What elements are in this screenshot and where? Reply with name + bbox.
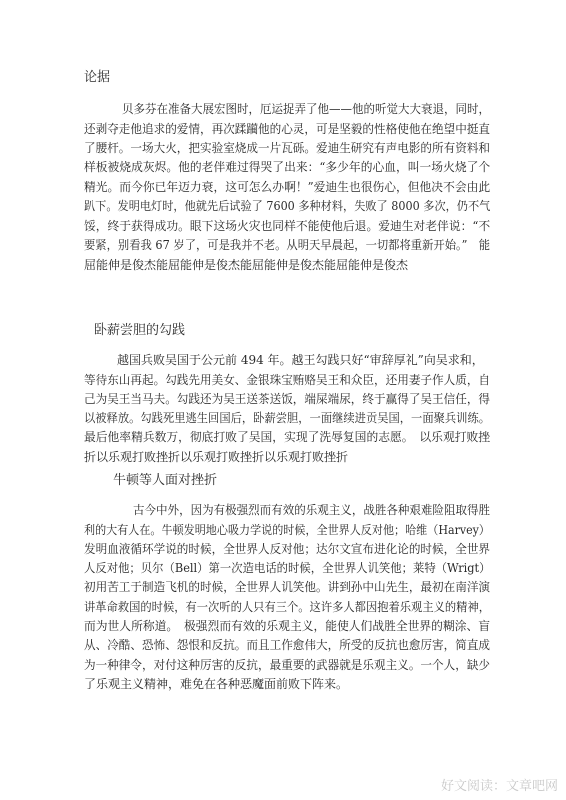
paragraph-line: 趴下。发明电灯时，他就先后试验了 7600 多种材料，失败了 8000 多次，仍不气 [84, 199, 491, 213]
paragraph-line: 折以乐观打败挫折以乐观打败挫折以乐观打败挫折 [84, 450, 349, 464]
paragraph-line: 精光。而今你已年迈力衰，这可怎么办啊！”爱迪生也很伤心，但他决不会由此 [84, 180, 491, 194]
paragraph-line: 屈能伸是俊杰能屈能伸是俊杰能屈能伸是俊杰能屈能伸是俊杰 [84, 258, 409, 272]
paragraph-line: 等待东山再起。勾践先用美女、金银珠宝贿赂吴王和众臣，还用妻子作人质，自 [84, 373, 491, 387]
site-watermark: 好文阅读：文章吧网 [440, 779, 558, 794]
paragraph-line: 了乐观主义精神，难免在各种恶魔面前败下阵来。 [84, 677, 349, 691]
section-heading-goujian: 卧薪尝胆的勾践 [94, 323, 186, 338]
section-heading-newton: 牛顿等人面对挫折 [113, 473, 218, 488]
paragraph-line: 古今中外，因为有极强烈而有效的乐观主义，战胜各种艰难险阻取得胜 [133, 503, 491, 517]
paragraph-line: 初用苦工于制造飞机的时候，全世界人讥笑他。讲到孙中山先生，最初在南洋演 [84, 580, 491, 594]
paragraph-line: 讲革命救国的时候，有一次听的人只有三个。这许多人都因抱着乐观主义的精神， [84, 600, 491, 614]
paragraph-line: 还剥夺走他追求的爱情，再次蹂躏他的心灵，可是坚毅的性格使他在绝望中挺直 [84, 122, 491, 136]
paragraph-line: 贝多芬在准备大展宏图时，厄运捉弄了他——他的听觉大大衰退，同时， [122, 102, 491, 116]
paragraph-line: 样板被烧成灰烬。他的老伴难过得哭了出来：“多少年的心血，叫一场火烧了个 [84, 160, 491, 174]
paragraph-line: 人反对他；贝尔（Bell）第一次造电话的时候，全世界人讥笑他；莱特（Wrigt） [84, 561, 491, 575]
paragraph-line: 最后他率精兵数万，彻底打败了吴国，实现了洗辱复国的志愿。 以乐观打败挫 [84, 430, 491, 444]
paragraph-line: 要紧，别看我 67 岁了，可是我并不老。从明天早晨起，一切都将重新开始。” 能 [84, 238, 491, 252]
paragraph-line: 发明血液循环学说的时候，全世界人反对他；达尔文宣布进化论的时候，全世界 [84, 542, 491, 556]
paragraph-line: 为一种律令，对付这种厉害的反抗，最重要的武器就是乐观主义。一个人，缺少 [84, 658, 491, 672]
paragraph-line: 馁，终于获得成功。眼下这场火灾也同样不能使他后退。爱迪生对老伴说：“不 [84, 219, 491, 233]
paragraph-line: 利的大有人在。牛顿发明地心吸力学说的时候，全世界人反对他；哈维（Harvey） [84, 523, 491, 537]
section-heading-argument: 论据 [84, 70, 111, 85]
paragraph-line: 越国兵败吴国于公元前 494 年。越王勾践只好“审辞厚礼”向吴求和， [117, 353, 484, 367]
paragraph-line: 而为世人所称道。 极强烈而有效的乐观主义，能使人们战胜全世界的糊涂、盲 [84, 619, 491, 633]
paragraph-line: 己为吴王当马夫。勾践还为吴王送茶送饭，端屎端尿，终于赢得了吴王信任，得 [84, 392, 491, 406]
paragraph-line: 了腰杆。一场大火，把实验室烧成一片瓦砾。爱迪生研究有声电影的所有资料和 [84, 141, 491, 155]
paragraph-line: 从、冷酷、恐怖、怨恨和反抗。而且工作愈伟大，所受的反抗也愈厉害，简直成 [84, 638, 491, 652]
paragraph-line: 以被释放。勾践死里逃生回国后，卧薪尝胆，一面继续进贡吴国，一面聚兵训练。 [84, 411, 491, 425]
